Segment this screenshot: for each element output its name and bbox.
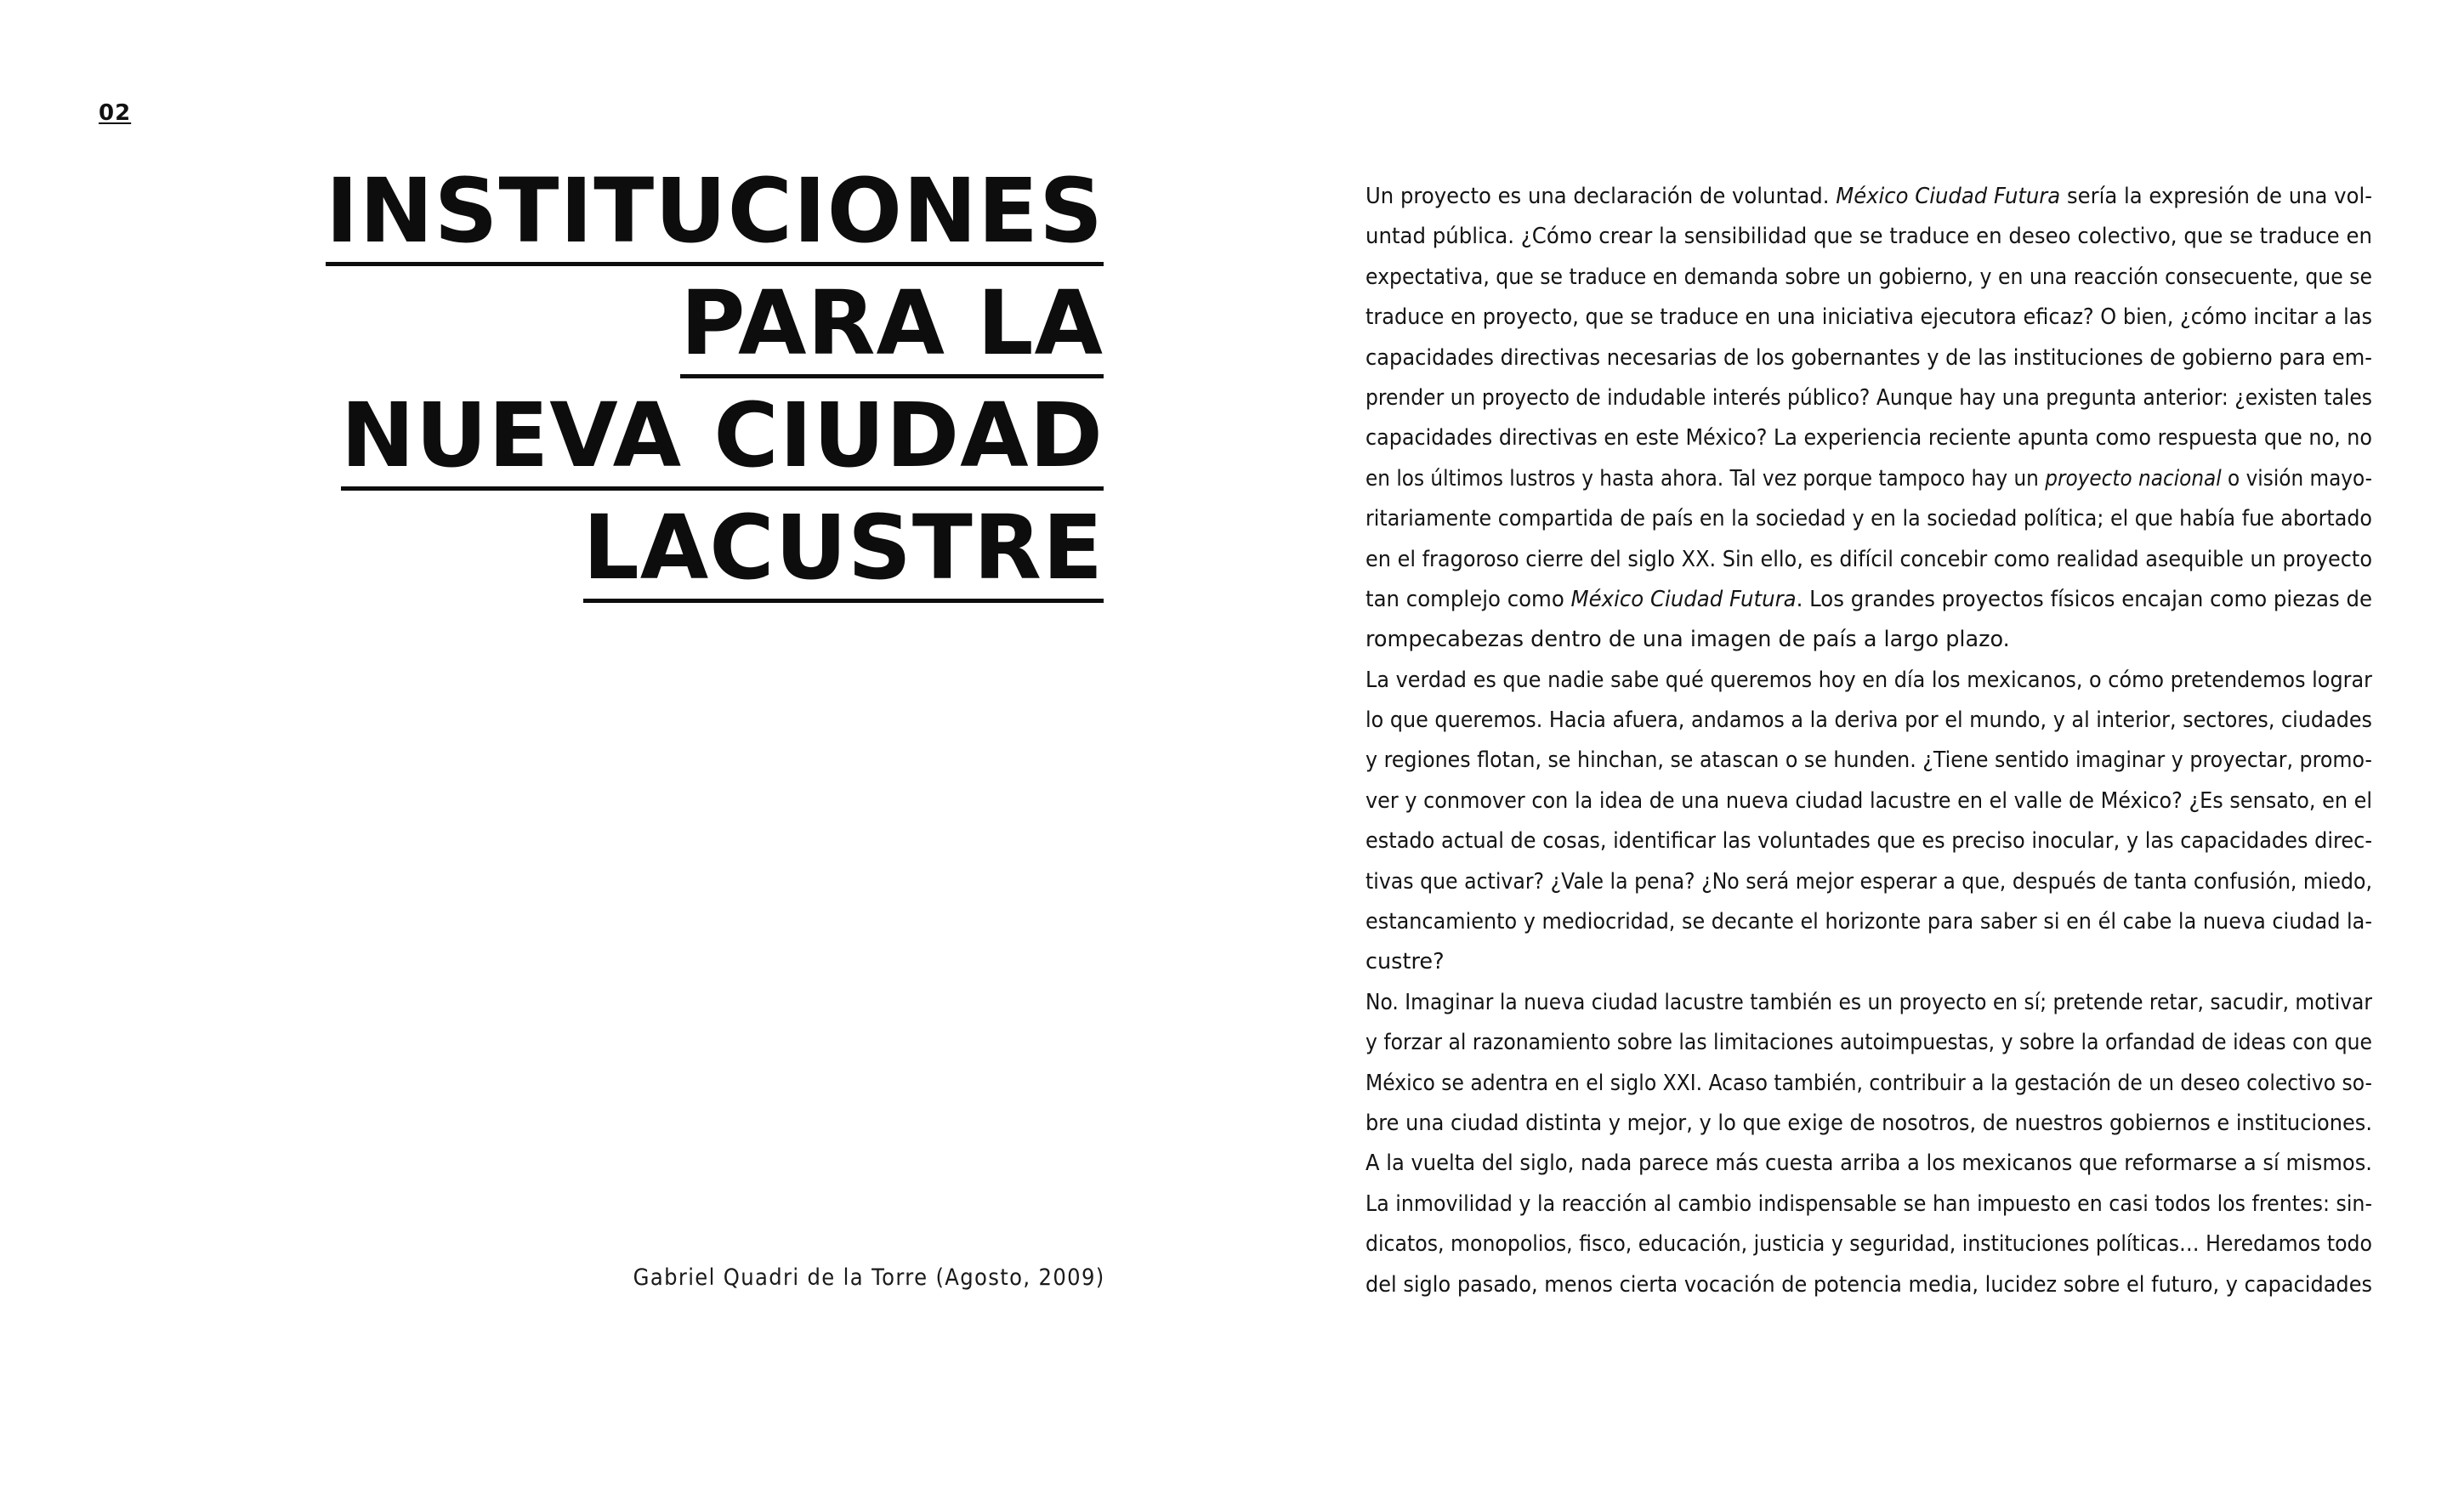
- text-segment: sería la expresión de una vol-: [2060, 184, 2372, 209]
- body-line: [1365, 862, 2372, 902]
- text-segment: traduce en proyecto, que se traduce en una iniciativa ejecutora eficaz? O bien, ¿cómo incitar a las: [1365, 304, 2372, 331]
- text-segment: estancamiento y mediocridad, se decante el horizonte para saber si en él cabe la nueva ciudad la-: [1365, 909, 2372, 935]
- text-segment: prender un proyecto de indudable interés público? Aunque hay una pregunta anterior: ¿existen tales: [1365, 384, 2372, 411]
- text-segment: A la vuelta del siglo, nada parece más cuesta arriba a los mexicanos que reformarse a sí mismos.: [1365, 1151, 2372, 1177]
- body-line: [1365, 1185, 2372, 1224]
- body-line: [1365, 781, 2372, 821]
- title-line-1-text: INSTITUCIONES: [326, 160, 1104, 266]
- body-line: [1365, 983, 2372, 1023]
- body-line: [1365, 459, 2372, 499]
- title-line-3: [253, 384, 1104, 497]
- text-segment: o visión mayo-: [2221, 465, 2372, 491]
- title-line-3-text: NUEVA CIUDAD: [341, 384, 1104, 491]
- body-line: [1365, 620, 2372, 660]
- body-line: [1365, 258, 2372, 298]
- body-line: [1365, 1104, 2372, 1144]
- text-segment: lo que queremos. Hacia afuera, andamos a la deriva por el mundo, y al interior, sectores, ciudades: [1365, 707, 2372, 734]
- text-segment: estado actual de cosas, identificar las voluntades que es preciso inocular, y las capacidades direc-: [1365, 828, 2372, 855]
- text-segment: México se adentra en el siglo XXI. Acaso también, contribuir a la gestación de un deseo colectivo so-: [1365, 1070, 2372, 1096]
- body-line: [1365, 1023, 2372, 1063]
- author-byline: Gabriel Quadri de la Torre (Agosto, 2009): [633, 1264, 1105, 1291]
- text-segment: expectativa, que se traduce en demanda sobre un gobierno, y en una reacción consecuente, que se: [1365, 264, 2372, 290]
- text-segment: . Los grandes proyectos físicos encajan como piezas de: [1796, 586, 2372, 612]
- article-title: [253, 160, 1104, 609]
- text-segment: y forzar al razonamiento sobre las limitaciones autoimpuestas, y sobre la orfandad de ideas con que: [1365, 1030, 2372, 1056]
- body-line: [1365, 1064, 2372, 1104]
- body-line: [1365, 942, 2372, 982]
- title-line-4-text: LACUSTRE: [583, 497, 1104, 603]
- text-segment: No. Imaginar la nueva ciudad lacustre también es un proyecto en sí; pretende retar, sacudir, motivar: [1365, 989, 2372, 1015]
- text-segment: del siglo pasado, menos cierta vocación de potencia media, lucidez sobre el futuro, y capacidades: [1365, 1271, 2372, 1298]
- text-segment: La inmovilidad y la reacción al cambio indispensable se han impuesto en casi todos los frentes: sin-: [1365, 1190, 2372, 1217]
- body-line: [1365, 418, 2372, 458]
- text-segment: capacidades directivas necesarias de los gobernantes y de las instituciones de gobierno para em-: [1365, 344, 2372, 371]
- title-line-2: [253, 272, 1104, 384]
- text-segment: ritariamente compartida de país en la sociedad y en la sociedad política; el que había fue abortado: [1365, 506, 2372, 532]
- body-line: [1365, 701, 2372, 741]
- body-line: [1365, 177, 2372, 217]
- page-number: [99, 100, 131, 126]
- body-line: [1365, 540, 2372, 580]
- body-line: [1365, 1265, 2372, 1305]
- body-line: [1365, 902, 2372, 942]
- body-line: [1365, 821, 2372, 861]
- text-segment: rompecabezas dentro de una imagen de país a largo plazo.: [1365, 627, 2010, 653]
- italic-phrase: México Ciudad Futura: [1836, 184, 2061, 209]
- text-segment: Un proyecto es una declaración de voluntad.: [1365, 184, 1837, 209]
- italic-phrase: proyecto nacional: [2045, 465, 2222, 491]
- text-segment: y regiones flotan, se hinchan, se atascan o se hunden. ¿Tiene sentido imaginar y proyectar, promo-: [1365, 747, 2372, 774]
- text-segment: dicatos, monopolios, fisco, educación, justicia y seguridad, instituciones políticas… Heredamos todo: [1365, 1231, 2372, 1258]
- italic-phrase: México Ciudad Futura: [1570, 586, 1797, 612]
- body-line: [1365, 661, 2372, 701]
- title-line-4: [253, 497, 1104, 609]
- text-segment: untad pública. ¿Cómo crear la sensibilidad que se traduce en deseo colectivo, que se traduce en: [1365, 224, 2372, 250]
- text-segment: ver y conmover con la idea de una nueva ciudad lacustre en el valle de México? ¿Es sensato, en el: [1365, 787, 2372, 814]
- text-segment: en el fragoroso cierre del siglo XX. Sin ello, es difícil concebir como realidad asequible un proyecto: [1365, 546, 2372, 572]
- text-segment: tan complejo como: [1365, 586, 1571, 612]
- body-line: [1365, 1224, 2372, 1264]
- body-line: [1365, 378, 2372, 418]
- body-line: [1365, 580, 2372, 620]
- text-segment: custre?: [1365, 949, 1445, 975]
- body-line: [1365, 1144, 2372, 1184]
- text-segment: capacidades directivas en este México? La experiencia reciente apunta como respuesta que no, no: [1365, 425, 2372, 452]
- text-segment: en los últimos lustros y hasta ahora. Tal vez porque tampoco hay un: [1365, 465, 2046, 491]
- body-text: [1365, 177, 2372, 1305]
- title-line-1: [253, 160, 1104, 272]
- body-line: [1365, 298, 2372, 338]
- body-line: [1365, 741, 2372, 781]
- text-segment: tivas que activar? ¿Vale la pena? ¿No será mejor esperar a que, después de tanta confusión, miedo,: [1365, 868, 2372, 895]
- title-line-2-text: PARA LA: [680, 272, 1104, 378]
- text-segment: bre una ciudad distinta y mejor, y lo que exige de nosotros, de nuestros gobiernos e instituciones.: [1365, 1110, 2372, 1136]
- body-line: [1365, 217, 2372, 257]
- text-segment: La verdad es que nadie sabe qué queremos hoy en día los mexicanos, o cómo pretendemos lograr: [1365, 667, 2372, 693]
- body-line: [1365, 338, 2372, 378]
- body-line: [1365, 499, 2372, 539]
- page-number-text: 02: [99, 100, 132, 126]
